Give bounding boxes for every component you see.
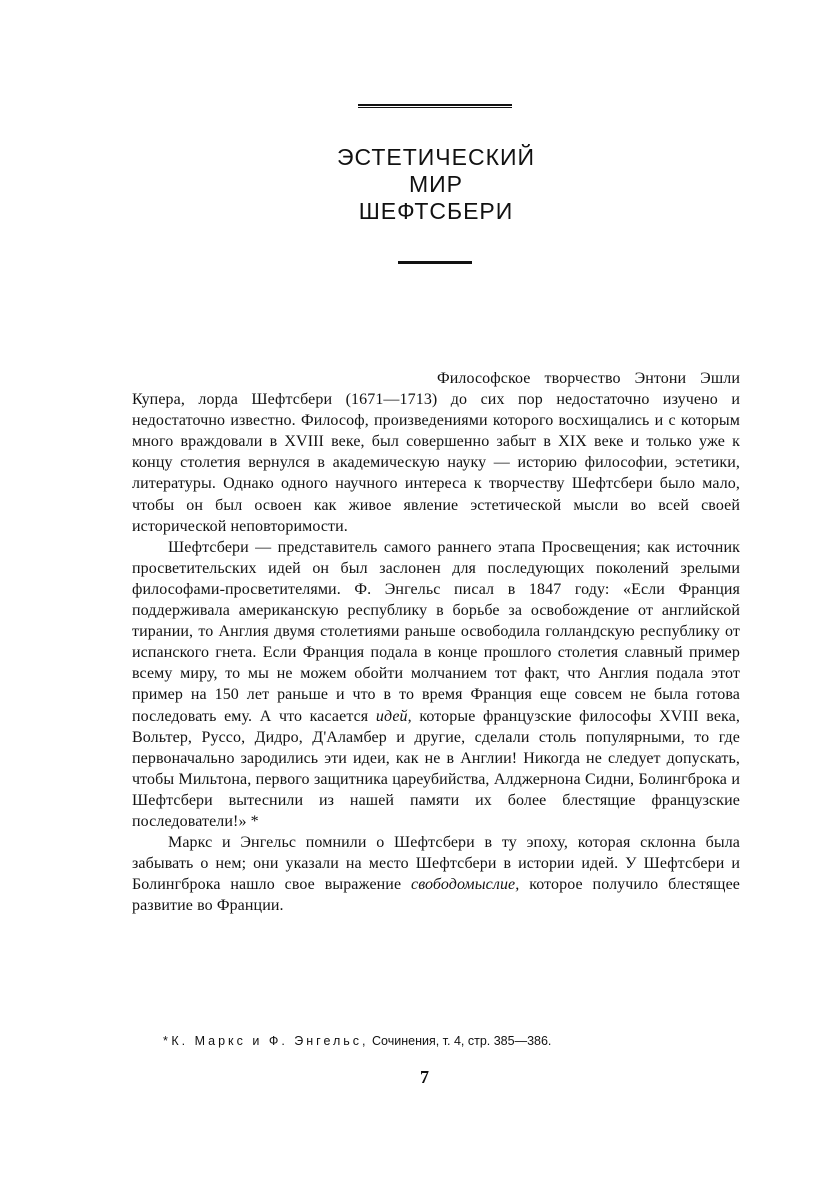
footnote	[163, 1034, 551, 1048]
footnote-source: Сочинения, т. 4, стр. 385—386.	[372, 1034, 552, 1048]
paragraph-2	[132, 537, 740, 832]
chapter-title-line-2: МИР	[408, 171, 464, 197]
paragraph-2-emphasis: идей,	[375, 707, 412, 725]
paragraph-3	[132, 832, 740, 916]
chapter-title-line-3: ШЕФТСБЕРИ	[358, 198, 514, 224]
paragraph-2-text-a: Шефтсбери — представитель самого раннего этапа Просвещения; как источник просветительских идей он был заслонен для последующих поколений зрелыми философами-просветителями. Ф. Энгельс писал в 1847 году: «Если Франция поддерживала американскую республику в борьбе за освобождение от английской тирании, то Англия двумя столетиями раньше освободила голландскую республику от испанского гнета. Если Франция подала в конце прошлого столетия славный пример всему миру, то мы не можем обойти молчанием тот факт, что Англия подала этот пример на 150 лет раньше и что в то время Франция еще совсем не была готова последовать ему. А что касается	[132, 538, 740, 725]
paragraph-3-text-b: которое получило блестящее развитие во Франции.	[132, 876, 740, 915]
title-underline-rule	[398, 261, 472, 264]
footnote-authors: К. Маркс и Ф. Энгельс,	[171, 1034, 369, 1048]
paragraph-1	[132, 368, 740, 537]
paragraph-3-emphasis: свободомыслие,	[411, 876, 520, 894]
page-number: 7	[420, 1067, 429, 1087]
top-decorative-rule	[358, 104, 512, 108]
chapter-body	[132, 368, 740, 916]
paragraph-1-text: Философское творчество Энтони Эшли Купера, лорда Шефтсбери (1671—1713) до сих пор недостаточно изучено и недостаточно известно. Философ, произведениями которого восхищались и с которым много враждовали в XVIII веке, был совершенно забыт в XIX веке и только уже к концу столетия вернулся в академическую науку — историю философии, эстетики, литературы. Однако одного научного интереса к творчеству Шефтсбери было мало, чтобы он был освоен как живое явление эстетической мысли во всей своей исторической неповторимости.	[132, 370, 740, 535]
paragraph-2-text-b: которые французские философы XVIII века, Вольтер, Руссо, Дидро, Д'Аламбер и другие, сделали столь популярными, то где первоначально зародились эти идеи, как не в Англии! Никогда не следует допускать, чтобы Мильтона, первого защитника цареубийства, Алджернона Сидни, Болингброка и Шефтсбери вытеснили из нашей памяти их более блестящие французские последователи!» *	[132, 707, 740, 830]
paragraph-3-text-a: Маркс и Энгельс помнили о Шефтсбери в ту эпоху, которая склонна была забывать о нем; они указали на место Шефтсбери в истории идей. У Шефтсбери и Болингброка нашло свое выражение	[132, 834, 740, 894]
footnote-mark: *	[163, 1034, 168, 1048]
chapter-title-line-1: ЭСТЕТИЧЕСКИЙ	[336, 144, 536, 170]
chapter-title	[300, 144, 572, 225]
